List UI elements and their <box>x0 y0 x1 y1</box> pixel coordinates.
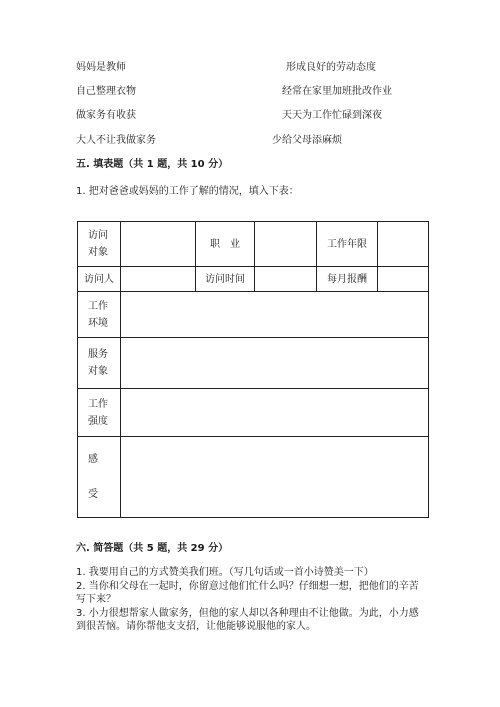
section-five-question: 1. 把对爸爸或妈妈的工作了解的情况，填入下表： <box>76 186 299 197</box>
feelings-label: 感 受 <box>78 437 121 518</box>
feelings-value-cell[interactable] <box>121 437 429 518</box>
matching-right-item: 少给父母添麻烦 <box>272 135 342 146</box>
visit-time-value-cell[interactable] <box>255 267 317 292</box>
section-six-title: 六. 简答题（共 5 题，共 29 分） <box>76 543 229 554</box>
matching-right-item: 经常在家里加班批改作业 <box>282 86 392 97</box>
matching-row <box>0 85 500 101</box>
service-target-label: 服务 对象 <box>78 338 121 389</box>
matching-row <box>0 109 500 125</box>
work-environment-value-cell[interactable] <box>121 292 429 338</box>
work-intensity-label: 工作 强度 <box>78 389 121 437</box>
matching-right-item: 形成良好的劳动态度 <box>286 62 376 73</box>
work-environment-label: 工作 环境 <box>78 292 121 338</box>
section-five-title: 五. 填表题（共 1 题，共 10 分） <box>76 159 229 170</box>
work-years-label: 工作年限 <box>317 222 378 267</box>
visit-time-label: 访问时间 <box>196 267 255 292</box>
interview-form-table <box>77 221 429 518</box>
monthly-pay-value-cell[interactable] <box>378 267 429 292</box>
matching-row <box>0 134 500 150</box>
work-years-value-cell[interactable] <box>378 222 429 267</box>
work-intensity-value-cell[interactable] <box>121 389 429 437</box>
occupation-value-cell[interactable] <box>255 222 317 267</box>
interviewer-value-cell[interactable] <box>121 267 196 292</box>
service-target-value-cell[interactable] <box>121 338 429 389</box>
interview-subject-value-cell[interactable] <box>121 222 196 267</box>
matching-left-item: 妈妈是教师 <box>76 62 126 73</box>
interviewer-label: 访问人 <box>78 267 121 292</box>
occupation-label: 职 业 <box>196 222 255 267</box>
interview-subject-label: 访问对象 <box>78 222 121 267</box>
question-3: 3. 小力很想帮家人做家务，但他的家人却以各种理由不让他做。为此，小力感到很苦恼。请你帮他支支招，让他能够说服他的家人。 <box>76 608 419 632</box>
matching-row <box>0 61 500 77</box>
monthly-pay-label: 每月报酬 <box>317 267 378 292</box>
question-2: 2. 当你和父母在一起时，你留意过他们忙什么吗？仔细想一想，把他们的辛苦写下来？ <box>76 581 419 605</box>
matching-left-item: 大人不让我做家务 <box>76 135 156 146</box>
matching-left-item: 做家务有收获 <box>76 110 136 121</box>
matching-left-item: 自己整理衣物 <box>76 86 136 97</box>
matching-right-item: 天天为工作忙碌到深夜 <box>282 110 382 121</box>
question-1: 1. 我要用自己的方式赞美我们班。（写几句话或一首小诗赞美一下） <box>76 567 374 578</box>
